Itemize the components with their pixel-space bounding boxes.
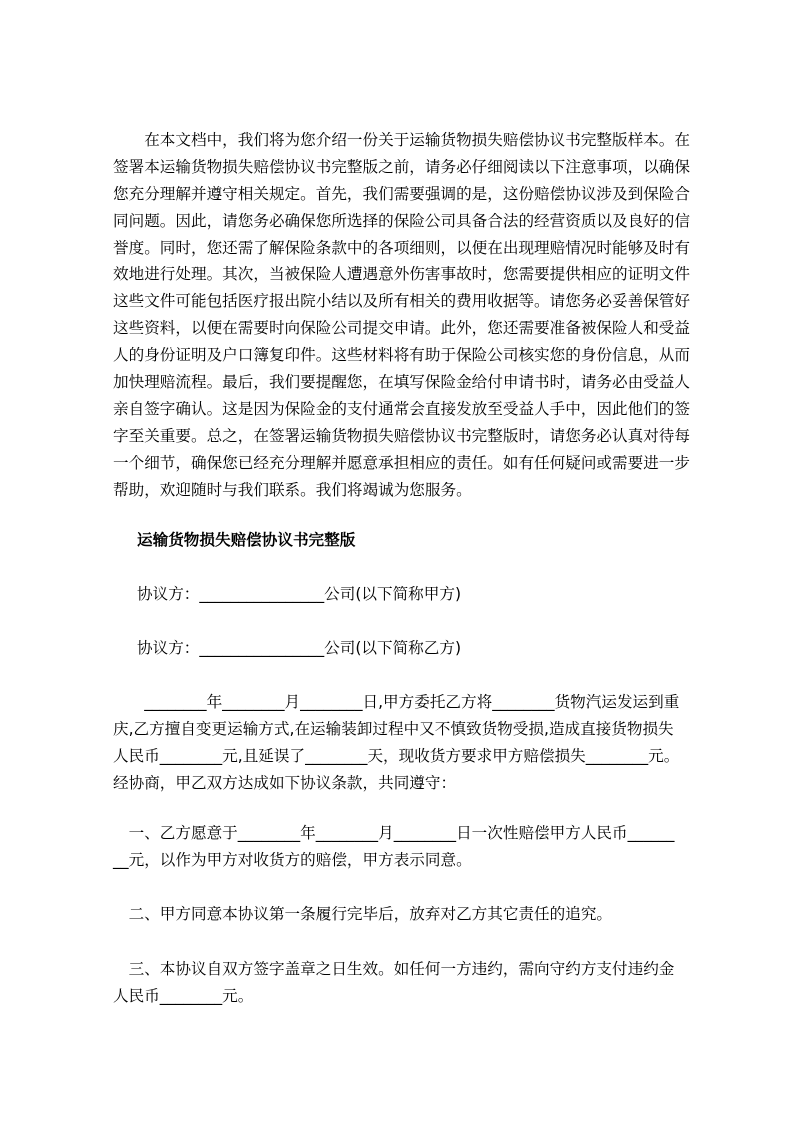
clause-1 (113, 820, 713, 874)
document-title: 运输货物损失赔偿协议书完整版 (137, 531, 356, 549)
text-line: 这些文件可能包括医疗报出院小结以及所有相关的费用收据等。请您务必妥善保管好 (113, 292, 690, 311)
text-line: 字至关重要。总之，在签署运输货物损失赔偿协议书完整版时，请您务必认真对待每 (113, 426, 690, 445)
text-line: 同问题。因此，请您务必确保您所选择的保险公司具备合法的经营资质以及良好的信 (113, 211, 690, 230)
text-line: 您充分理解并遵守相关规定。首先，我们需要强调的是，这份赔偿协议涉及到保险合 (113, 184, 690, 203)
text-line: 人民币________元,且延误了________天，现收货方要求甲方赔偿损失________元。 (113, 746, 680, 765)
intro-paragraph (113, 127, 713, 503)
facts-paragraph (113, 689, 713, 797)
text-line: 签署本运输货物损失赔偿协议书完整版之前，请务必仔细阅读以下注意事项，以确保 (113, 157, 690, 176)
text-line: 三、本协议自双方签字盖章之日生效。如任何一方违约，需向守约方支付违约金 (113, 960, 675, 978)
party-b-line: 协议方：________________公司(以下简称乙方) (137, 639, 462, 657)
text-line: 人的身份证明及户口簿复印件。这些材料将有助于保险公司核实您的身份信息，从而 (113, 346, 690, 365)
text-line: 帮助，欢迎随时与我们联系。我们将竭诚为您服务。 (113, 480, 472, 499)
text-line: 誉度。同时，您还需了解保险条款中的各项细则，以便在出现理赔情况时能够及时有 (113, 238, 690, 257)
text-line: __元，以作为甲方对收货方的赔偿，甲方表示同意。 (113, 850, 472, 869)
text-line: 一、乙方愿意于________年________月________日一次性赔偿甲方人民币______ (113, 824, 675, 842)
text-line: ________年________月________日,甲方委托乙方将________货物汽运发运到重 (113, 693, 680, 711)
clause-3 (113, 956, 713, 1010)
text-line: 效地进行处理。其次，当被保险人遭遇意外伤害事故时，您需要提供相应的证明文件 (113, 265, 690, 284)
text-line: 在本文档中，我们将为您介绍一份关于运输货物损失赔偿协议书完整版样本。在 (113, 131, 690, 149)
text-line: 庆,乙方擅自变更运输方式,在运输装卸过程中又不慎致货物受损,造成直接货物损失 (113, 719, 674, 738)
text-line: 这些资料，以便在需要时向保险公司提交申请。此外，您还需要准备被保险人和受益 (113, 319, 690, 338)
clause-2: 二、甲方同意本协议第一条履行完毕后，放弃对乙方其它责任的追究。 (113, 905, 613, 923)
text-line: 经协商，甲乙双方达成如下协议条款，共同遵守： (113, 773, 457, 792)
text-line: 加快理赔流程。最后，我们要提醒您，在填写保险金给付申请书时，请务必由受益人 (113, 373, 690, 392)
text-line: 人民币________元。 (113, 986, 254, 1005)
text-line: 一个细节，确保您已经充分理解并愿意承担相应的责任。如有任何疑问或需要进一步 (113, 453, 690, 472)
party-a-line: 协议方：________________公司(以下简称甲方) (137, 585, 462, 603)
text-line: 亲自签字确认。这是因为保险金的支付通常会直接发放至受益人手中，因此他们的签 (113, 399, 690, 418)
